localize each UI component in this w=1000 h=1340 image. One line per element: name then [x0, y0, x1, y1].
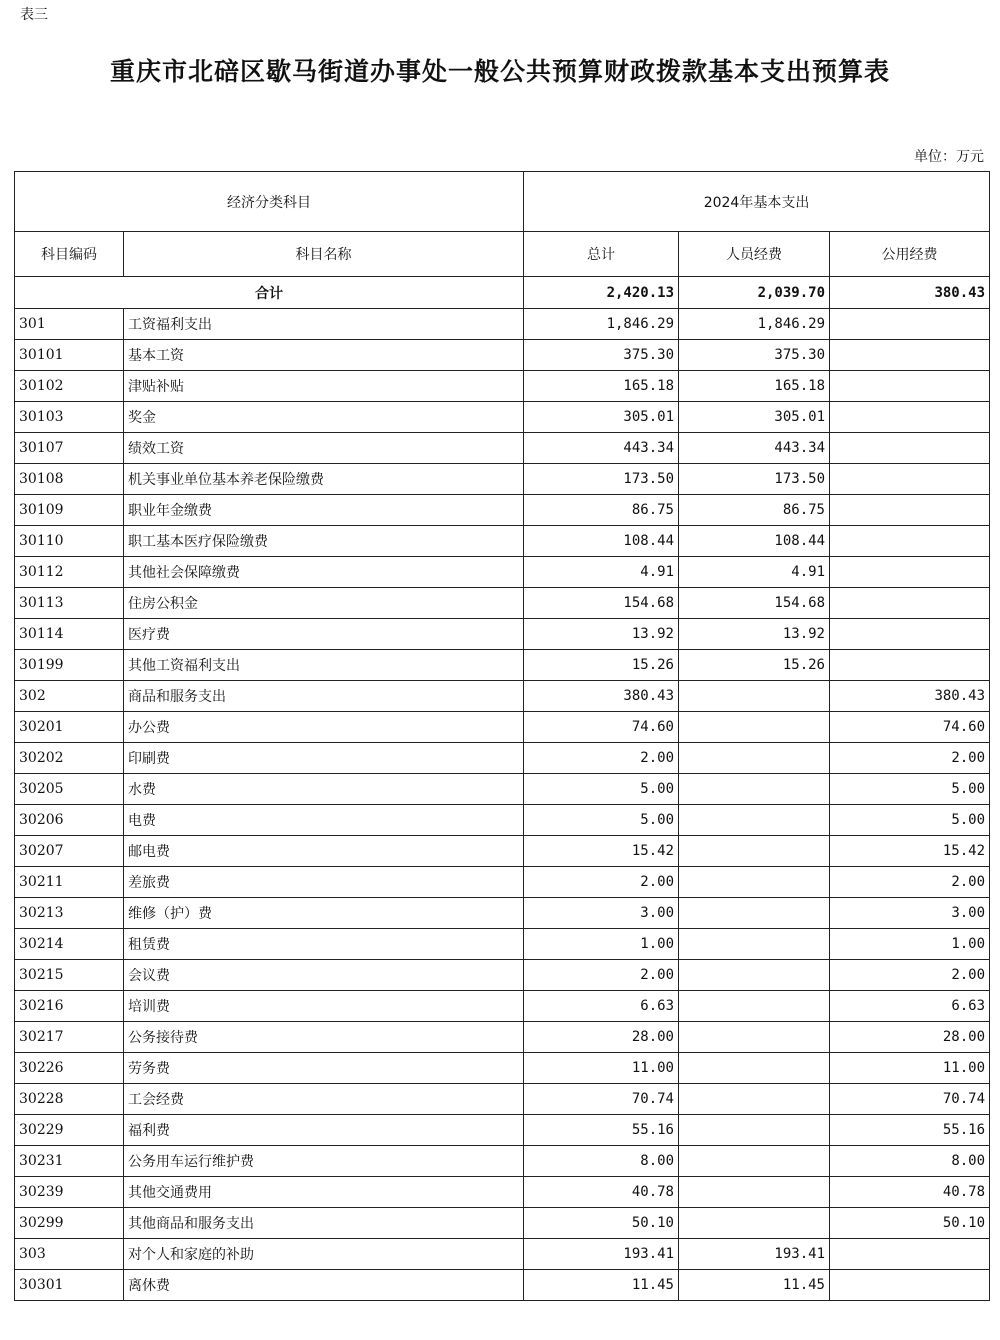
- row-personnel: [679, 712, 830, 743]
- row-public: [830, 557, 990, 588]
- row-personnel: [679, 898, 830, 929]
- table-row: [15, 1084, 990, 1115]
- row-name: 邮电费: [124, 836, 524, 867]
- table-row: [15, 743, 990, 774]
- row-name: 绩效工资: [124, 433, 524, 464]
- row-personnel: 193.41: [679, 1239, 830, 1270]
- row-personnel: 375.30: [679, 340, 830, 371]
- table-row: [15, 681, 990, 712]
- row-public: [830, 588, 990, 619]
- row-personnel: [679, 960, 830, 991]
- header-personnel: 人员经费: [679, 232, 830, 277]
- row-public: [830, 309, 990, 340]
- table-row: [15, 1239, 990, 1270]
- row-total: 2.00: [524, 960, 679, 991]
- row-code: 30207: [15, 836, 124, 867]
- row-name: 住房公积金: [124, 588, 524, 619]
- row-public: 6.63: [830, 991, 990, 1022]
- row-name: 奖金: [124, 402, 524, 433]
- row-name: 工资福利支出: [124, 309, 524, 340]
- total-row: [15, 277, 990, 309]
- row-name: 其他工资福利支出: [124, 650, 524, 681]
- total-sum: 2,420.13: [524, 277, 679, 309]
- row-personnel: [679, 991, 830, 1022]
- row-total: 2.00: [524, 743, 679, 774]
- header-public: 公用经费: [830, 232, 990, 277]
- row-total: 4.91: [524, 557, 679, 588]
- row-name: 工会经费: [124, 1084, 524, 1115]
- row-name: 基本工资: [124, 340, 524, 371]
- row-code: 30112: [15, 557, 124, 588]
- header-code: 科目编码: [15, 232, 124, 277]
- row-personnel: [679, 1177, 830, 1208]
- row-name: 会议费: [124, 960, 524, 991]
- row-code: 30217: [15, 1022, 124, 1053]
- table-row: [15, 836, 990, 867]
- row-total: 173.50: [524, 464, 679, 495]
- row-public: [830, 1270, 990, 1301]
- row-name: 职业年金缴费: [124, 495, 524, 526]
- row-code: 30199: [15, 650, 124, 681]
- row-name: 公务用车运行维护费: [124, 1146, 524, 1177]
- page-title: 重庆市北碚区歇马街道办事处一般公共预算财政拨款基本支出预算表: [109, 57, 890, 86]
- table-row: [15, 464, 990, 495]
- row-total: 3.00: [524, 898, 679, 929]
- row-personnel: 443.34: [679, 433, 830, 464]
- row-public: 1.00: [830, 929, 990, 960]
- row-total: 5.00: [524, 774, 679, 805]
- row-total: 11.00: [524, 1053, 679, 1084]
- row-total: 8.00: [524, 1146, 679, 1177]
- row-personnel: [679, 1084, 830, 1115]
- total-personnel: 2,039.70: [679, 277, 830, 309]
- row-public: [830, 371, 990, 402]
- row-name: 维修（护）费: [124, 898, 524, 929]
- header-name: 科目名称: [124, 232, 524, 277]
- row-total: 86.75: [524, 495, 679, 526]
- row-total: 28.00: [524, 1022, 679, 1053]
- unit-label: 单位：万元: [914, 149, 984, 165]
- row-public: 15.42: [830, 836, 990, 867]
- row-code: 302: [15, 681, 124, 712]
- row-personnel: 15.26: [679, 650, 830, 681]
- row-code: 30205: [15, 774, 124, 805]
- row-personnel: [679, 1146, 830, 1177]
- row-public: 5.00: [830, 774, 990, 805]
- row-total: 55.16: [524, 1115, 679, 1146]
- row-name: 电费: [124, 805, 524, 836]
- table-row: [15, 495, 990, 526]
- row-name: 机关事业单位基本养老保险缴费: [124, 464, 524, 495]
- row-code: 301: [15, 309, 124, 340]
- row-name: 离休费: [124, 1270, 524, 1301]
- row-public: 55.16: [830, 1115, 990, 1146]
- row-code: 30215: [15, 960, 124, 991]
- row-personnel: 305.01: [679, 402, 830, 433]
- row-total: 305.01: [524, 402, 679, 433]
- row-name: 福利费: [124, 1115, 524, 1146]
- row-total: 380.43: [524, 681, 679, 712]
- row-total: 15.26: [524, 650, 679, 681]
- row-code: 30214: [15, 929, 124, 960]
- table-row: [15, 929, 990, 960]
- row-total: 165.18: [524, 371, 679, 402]
- row-personnel: 13.92: [679, 619, 830, 650]
- table-row: [15, 1208, 990, 1239]
- header-basic-expenditure-2024: 2024年基本支出: [524, 172, 990, 232]
- row-code: 30226: [15, 1053, 124, 1084]
- row-personnel: [679, 1053, 830, 1084]
- row-code: 30108: [15, 464, 124, 495]
- row-personnel: 108.44: [679, 526, 830, 557]
- row-total: 70.74: [524, 1084, 679, 1115]
- row-code: 30113: [15, 588, 124, 619]
- row-name: 医疗费: [124, 619, 524, 650]
- row-personnel: 86.75: [679, 495, 830, 526]
- row-public: [830, 433, 990, 464]
- row-total: 50.10: [524, 1208, 679, 1239]
- row-personnel: [679, 1208, 830, 1239]
- table-row: [15, 1146, 990, 1177]
- budget-table: [14, 171, 990, 1301]
- row-total: 11.45: [524, 1270, 679, 1301]
- row-code: 30102: [15, 371, 124, 402]
- row-code: 30228: [15, 1084, 124, 1115]
- row-public: 74.60: [830, 712, 990, 743]
- table-row: [15, 1177, 990, 1208]
- row-name: 职工基本医疗保险缴费: [124, 526, 524, 557]
- table-row: [15, 1115, 990, 1146]
- row-public: [830, 619, 990, 650]
- row-code: 30107: [15, 433, 124, 464]
- header-total: 总计: [524, 232, 679, 277]
- row-public: [830, 464, 990, 495]
- row-name: 租赁费: [124, 929, 524, 960]
- table-row: [15, 619, 990, 650]
- row-public: 2.00: [830, 743, 990, 774]
- row-name: 差旅费: [124, 867, 524, 898]
- row-public: 2.00: [830, 960, 990, 991]
- row-public: 5.00: [830, 805, 990, 836]
- table-row: [15, 1053, 990, 1084]
- row-public: [830, 495, 990, 526]
- row-total: 40.78: [524, 1177, 679, 1208]
- table-row: [15, 371, 990, 402]
- total-public: 380.43: [830, 277, 990, 309]
- row-code: 30206: [15, 805, 124, 836]
- table-row: [15, 433, 990, 464]
- row-name: 水费: [124, 774, 524, 805]
- row-total: 443.34: [524, 433, 679, 464]
- row-total: 13.92: [524, 619, 679, 650]
- row-name: 印刷费: [124, 743, 524, 774]
- row-code: 30201: [15, 712, 124, 743]
- row-code: 30229: [15, 1115, 124, 1146]
- row-personnel: [679, 1115, 830, 1146]
- table-row: [15, 1270, 990, 1301]
- table-row: [15, 650, 990, 681]
- row-code: 30103: [15, 402, 124, 433]
- table-row: [15, 991, 990, 1022]
- table-number: 表三: [20, 7, 48, 23]
- row-public: 40.78: [830, 1177, 990, 1208]
- row-total: 6.63: [524, 991, 679, 1022]
- row-name: 对个人和家庭的补助: [124, 1239, 524, 1270]
- row-personnel: 1,846.29: [679, 309, 830, 340]
- row-personnel: 11.45: [679, 1270, 830, 1301]
- row-public: [830, 402, 990, 433]
- table-row: [15, 774, 990, 805]
- row-personnel: 173.50: [679, 464, 830, 495]
- header-economic-category: 经济分类科目: [15, 172, 524, 232]
- table-row: [15, 867, 990, 898]
- row-name: 培训费: [124, 991, 524, 1022]
- row-code: 30211: [15, 867, 124, 898]
- table-row: [15, 309, 990, 340]
- table-row: [15, 526, 990, 557]
- row-name: 劳务费: [124, 1053, 524, 1084]
- row-code: 303: [15, 1239, 124, 1270]
- row-total: 154.68: [524, 588, 679, 619]
- row-code: 30109: [15, 495, 124, 526]
- row-personnel: 154.68: [679, 588, 830, 619]
- row-total: 375.30: [524, 340, 679, 371]
- row-name: 其他商品和服务支出: [124, 1208, 524, 1239]
- row-code: 30110: [15, 526, 124, 557]
- row-public: [830, 340, 990, 371]
- row-total: 1,846.29: [524, 309, 679, 340]
- row-code: 30216: [15, 991, 124, 1022]
- row-public: 11.00: [830, 1053, 990, 1084]
- row-public: [830, 1239, 990, 1270]
- row-total: 1.00: [524, 929, 679, 960]
- row-name: 其他交通费用: [124, 1177, 524, 1208]
- row-name: 商品和服务支出: [124, 681, 524, 712]
- row-code: 30231: [15, 1146, 124, 1177]
- row-code: 30301: [15, 1270, 124, 1301]
- row-public: 380.43: [830, 681, 990, 712]
- row-personnel: 4.91: [679, 557, 830, 588]
- row-personnel: [679, 836, 830, 867]
- row-public: 3.00: [830, 898, 990, 929]
- row-total: 15.42: [524, 836, 679, 867]
- row-total: 193.41: [524, 1239, 679, 1270]
- row-personnel: [679, 681, 830, 712]
- table-row: [15, 960, 990, 991]
- row-name: 办公费: [124, 712, 524, 743]
- row-total: 2.00: [524, 867, 679, 898]
- row-code: 30213: [15, 898, 124, 929]
- header-row-group: [15, 172, 990, 232]
- row-personnel: [679, 743, 830, 774]
- row-name: 津贴补贴: [124, 371, 524, 402]
- row-personnel: [679, 805, 830, 836]
- row-public: 50.10: [830, 1208, 990, 1239]
- row-total: 74.60: [524, 712, 679, 743]
- row-public: [830, 650, 990, 681]
- row-code: 30202: [15, 743, 124, 774]
- row-personnel: [679, 867, 830, 898]
- table-row: [15, 1022, 990, 1053]
- row-code: 30299: [15, 1208, 124, 1239]
- table-row: [15, 402, 990, 433]
- table-row: [15, 712, 990, 743]
- row-public: 28.00: [830, 1022, 990, 1053]
- row-personnel: [679, 929, 830, 960]
- row-code: 30114: [15, 619, 124, 650]
- row-name: 其他社会保障缴费: [124, 557, 524, 588]
- row-name: 公务接待费: [124, 1022, 524, 1053]
- table-row: [15, 557, 990, 588]
- table-row: [15, 898, 990, 929]
- row-personnel: [679, 1022, 830, 1053]
- total-label: 合计: [15, 277, 524, 309]
- row-public: 2.00: [830, 867, 990, 898]
- row-total: 5.00: [524, 805, 679, 836]
- row-total: 108.44: [524, 526, 679, 557]
- row-public: 8.00: [830, 1146, 990, 1177]
- row-code: 30101: [15, 340, 124, 371]
- table-row: [15, 805, 990, 836]
- row-personnel: [679, 774, 830, 805]
- row-code: 30239: [15, 1177, 124, 1208]
- table-row: [15, 340, 990, 371]
- header-row-columns: [15, 232, 990, 277]
- table-row: [15, 588, 990, 619]
- row-personnel: 165.18: [679, 371, 830, 402]
- row-public: [830, 526, 990, 557]
- row-public: 70.74: [830, 1084, 990, 1115]
